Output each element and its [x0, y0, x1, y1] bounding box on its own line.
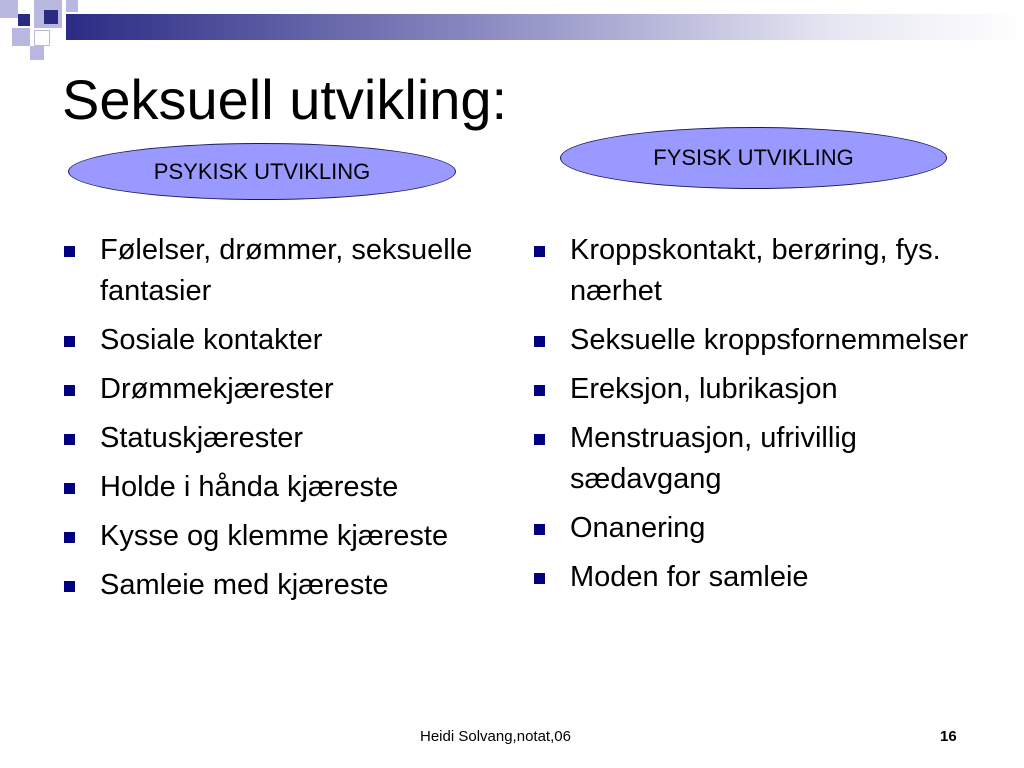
header-gradient-bar	[66, 14, 1024, 40]
slide-title: Seksuell utvikling:	[62, 68, 508, 131]
list-item	[62, 320, 482, 361]
psykisk-heading-label: PSYKISK UTVIKLING	[153, 158, 371, 184]
decorative-square	[66, 0, 78, 12]
square-bullet-icon	[534, 336, 545, 347]
list-item-text: Seksuelle kroppsfornemmelser	[570, 324, 969, 356]
square-bullet-icon	[534, 573, 545, 584]
list-item-text: Statuskjærester	[100, 422, 304, 454]
list-item-text: Moden for samleie	[570, 561, 809, 593]
list-item	[62, 565, 482, 606]
list-item	[532, 557, 972, 598]
list-item	[532, 369, 972, 410]
list-item-text: Samleie med kjæreste	[100, 569, 389, 601]
list-item	[532, 418, 972, 500]
psykisk-heading-ellipse	[68, 143, 456, 200]
list-item-text: Menstruasjon, ufrivillig sædavgang	[570, 422, 857, 495]
list-item	[62, 467, 482, 508]
decorative-square	[18, 14, 30, 26]
square-bullet-icon	[64, 581, 75, 592]
list-item	[532, 320, 972, 361]
page-number: 16	[940, 728, 957, 745]
list-item	[62, 516, 482, 557]
decorative-square	[30, 46, 44, 60]
list-item-text: Følelser, drømmer, seksuelle fantasier	[100, 234, 473, 307]
list-item-text: Sosiale kontakter	[100, 324, 323, 356]
square-bullet-icon	[64, 246, 75, 257]
list-item-text: Holde i hånda kjæreste	[100, 471, 399, 503]
list-item	[532, 508, 972, 549]
square-bullet-icon	[534, 385, 545, 396]
square-bullet-icon	[64, 532, 75, 543]
list-item	[62, 418, 482, 459]
list-item-text: Drømmekjærester	[100, 373, 334, 405]
list-item-text: Ereksjon, lubrikasjon	[570, 373, 838, 405]
fysisk-heading-label: FYSISK UTVIKLING	[653, 145, 854, 170]
list-item-text: Onanering	[570, 512, 706, 544]
square-bullet-icon	[534, 434, 545, 445]
fysisk-bullet-list	[532, 230, 972, 606]
psykisk-bullet-list	[62, 230, 482, 614]
square-bullet-icon	[64, 434, 75, 445]
square-bullet-icon	[534, 524, 545, 535]
decorative-square	[44, 10, 58, 24]
list-item-text: Kysse og klemme kjæreste	[100, 520, 449, 552]
square-bullet-icon	[64, 336, 75, 347]
square-bullet-icon	[64, 385, 75, 396]
list-item	[532, 230, 972, 312]
fysisk-heading-ellipse	[560, 127, 947, 189]
list-item	[62, 369, 482, 410]
square-bullet-icon	[64, 483, 75, 494]
footer-text: Heidi Solvang,notat,06	[420, 728, 571, 745]
square-bullet-icon	[534, 246, 545, 257]
decorative-square	[0, 0, 18, 18]
decorative-square	[34, 30, 50, 46]
decorative-square	[12, 28, 30, 46]
list-item-text: Kroppskontakt, berøring, fys. nærhet	[570, 234, 941, 307]
list-item	[62, 230, 482, 312]
